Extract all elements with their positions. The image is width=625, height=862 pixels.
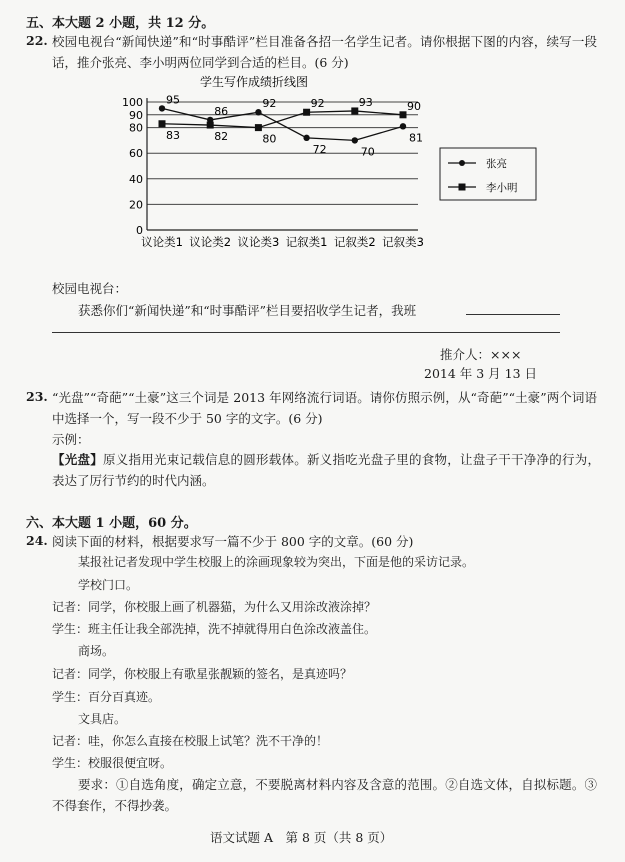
data-point: [303, 135, 309, 141]
data-label: 93: [358, 95, 373, 109]
requirement-text: 要求：①自选角度，确定立意，不要脱离材料内容及含意的范围。②自选文体，自拟标题。③不得套作，不得抄袭。: [52, 777, 597, 813]
data-label: 82: [214, 130, 229, 144]
data-point: [351, 107, 358, 114]
y-tick-label: 0: [136, 224, 143, 237]
legend-label: 张亮: [486, 158, 507, 170]
answer-blank-inline[interactable]: [466, 314, 560, 315]
y-tick-label: 100: [122, 96, 143, 109]
section-5-title: 五、本大题 2 小题，共 12 分。: [26, 16, 215, 31]
material-line-3: 记者：同学，你校服上画了机器猫，为什么又用涂改液涂掉？: [52, 600, 377, 614]
data-label: 92: [310, 97, 325, 111]
y-tick-label: 60: [129, 147, 143, 161]
lead-sentence: 获悉你们“新闻快递”和“时事酷评”栏目要招收学生记者，我班: [78, 303, 417, 318]
data-label: 86: [214, 104, 229, 118]
x-tick-label: 议论类2: [189, 235, 232, 249]
data-point: [303, 109, 310, 116]
question-22-text: 校园电视台“新闻快递”和“时事酷评”栏目准备各招一名学生记者。请你根据下图的内容，续写一段话，推介张亮、李小明两位同学到合适的栏目。(6 分): [52, 34, 597, 70]
date-text: 2014 年 3 月 13 日: [424, 366, 538, 381]
material-line-8: 文具店。: [78, 712, 127, 726]
x-tick-label: 议论类1: [141, 235, 183, 249]
y-tick-label: 20: [129, 198, 143, 212]
example-label: 示例：: [52, 432, 90, 447]
material-line-6: 记者：同学，你校服上有歌星张靓颖的签名，是真迹吗？: [52, 667, 353, 681]
x-tick-label: 议论类3: [237, 235, 280, 249]
chart-grid: [147, 102, 418, 204]
x-tick-label: 记叙类1: [285, 235, 328, 249]
material-line-4: 学生：班主任让我全部洗掉，洗不掉就得用白色涂改液盖住。: [52, 622, 377, 636]
data-label: 81: [409, 131, 423, 145]
question-22-number: 22.: [26, 33, 48, 48]
material-line-1: 某报社记者发现中学生校服上的涂画现象较为突出，下面是他的采访记录。: [78, 555, 475, 569]
address-line: 校园电视台：: [52, 281, 128, 296]
line-chart: [0, 72, 625, 282]
data-point: [207, 122, 214, 129]
example-text: 原义指用光束记载信息的圆形载体。新义指吃光盘子里的食物，让盘子干干净净的行为，表达了厉行节约的时代内涵。: [52, 452, 600, 488]
legend-marker: [459, 160, 465, 166]
y-tick-label: 90: [129, 108, 143, 122]
x-tick-label: 记叙类3: [382, 235, 424, 249]
material-line-9: 记者：哇，你怎么直接在校服上试笔？洗不干净的！: [52, 734, 329, 748]
chart-legend: [440, 148, 536, 200]
chart-series: [159, 93, 424, 158]
legend-marker: [459, 184, 466, 191]
data-point: [400, 123, 406, 129]
answer-blank-line[interactable]: [52, 332, 560, 333]
data-label: 90: [407, 99, 421, 113]
data-label: 83: [166, 128, 180, 142]
section-6-title: 六、本大题 1 小题，60 分。: [26, 516, 197, 531]
page-footer: 语文试题 A 第 8 页（共 8 页）: [210, 830, 393, 845]
data-point: [352, 137, 358, 143]
y-tick-label: 40: [129, 172, 143, 186]
chart-axes: [122, 96, 424, 249]
example-term: 【光盘】: [52, 452, 103, 467]
question-23-text: “光盘”“奇葩”“土豪”这三个词是 2013 年网络流行词语。请你仿照示例，从“奇葩”“土豪”两个词语中选择一个，写一段不少于 50 字的文字。(6 分): [52, 390, 597, 426]
signer-text: 推介人：×××: [440, 347, 522, 362]
data-point: [400, 111, 407, 118]
question-24-number: 24.: [26, 533, 48, 548]
data-label: 92: [262, 97, 277, 111]
material-line-2: 学校门口。: [78, 578, 139, 592]
material-line-10: 学生：校服很便宜呀。: [52, 756, 173, 770]
material-line-7: 学生：百分百真迹。: [52, 690, 161, 704]
data-label: 80: [262, 132, 277, 146]
data-point: [159, 105, 165, 111]
data-label: 70: [360, 145, 375, 159]
material-line-5: 商场。: [78, 644, 115, 658]
x-tick-label: 记叙类2: [333, 235, 376, 249]
data-label: 95: [166, 93, 180, 107]
data-label: 72: [312, 142, 327, 156]
y-tick-label: 80: [129, 121, 143, 135]
question-23-number: 23.: [26, 389, 48, 404]
question-24-text: 阅读下面的材料，根据要求写一篇不少于 800 字的文章。(60 分): [52, 534, 414, 549]
chart-title: 学生写作成绩折线图: [199, 75, 309, 89]
example-block: [52, 449, 600, 491]
data-point: [159, 120, 166, 127]
data-point: [255, 109, 261, 115]
data-point: [255, 124, 262, 131]
legend-label: 李小明: [486, 182, 518, 194]
